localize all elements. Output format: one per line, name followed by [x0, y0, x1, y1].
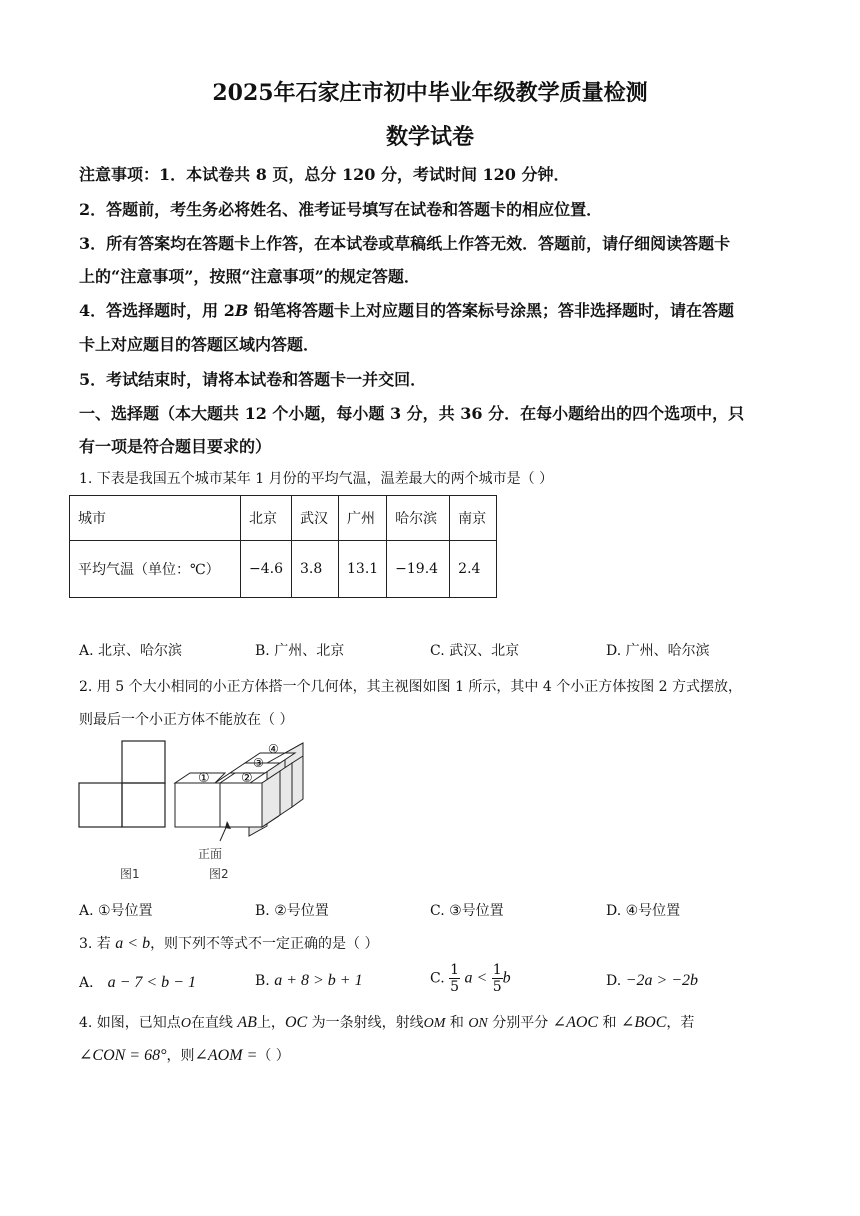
- note-5: 5．考试结束时，请将本试卷和答题卡一并交回．: [79, 370, 427, 389]
- table-cell: −4.6: [241, 541, 292, 598]
- q4-angle-con: ∠CON = 68°: [79, 1047, 167, 1064]
- q4-text: ，若: [666, 1015, 695, 1031]
- table-header-row: [70, 496, 497, 541]
- note-4-line1: [79, 298, 734, 321]
- q4-point-o: O: [180, 1016, 191, 1031]
- table-cell: −19.4: [387, 541, 450, 598]
- q3-option-a-label: A．: [79, 975, 104, 991]
- exam-subtitle: 数学试卷: [385, 124, 474, 150]
- q1-option-c: C. 武汉、北京: [430, 643, 520, 659]
- q4-ray-on: ON: [468, 1016, 488, 1031]
- note-3-line1: 3．所有答案均在答题卡上作答，在本试卷或草稿纸上作答无效．答题前，请仔细阅读答题卡: [79, 234, 731, 253]
- q4-stem-line1: [79, 1012, 694, 1032]
- q3-option-c-label: C.: [430, 970, 445, 987]
- table-cell: 广州: [339, 496, 387, 541]
- q3-option-b-label: B.: [255, 973, 270, 989]
- q1-option-b: B. 广州、北京: [255, 643, 345, 659]
- table-cell: 北京: [241, 496, 292, 541]
- cube-figures: [70, 735, 320, 885]
- note-4-pre: 4．答选择题时，用 2: [79, 301, 235, 320]
- q3-option-c-right: b: [502, 969, 511, 987]
- q3-option-a-expr: a − 7 < b − 1: [107, 974, 196, 991]
- q3-stem: [79, 933, 379, 953]
- table-cell: 南京: [450, 496, 497, 541]
- q2-option-b: B. ②号位置: [255, 903, 329, 919]
- fraction-numerator: 1: [450, 962, 460, 978]
- q3-option-a: [79, 972, 196, 992]
- q4-ray-oc: OC: [284, 1014, 308, 1031]
- fraction-one-fifth-2: [492, 962, 503, 995]
- note-4-pencil-grade: B: [234, 301, 249, 320]
- q2-stem-line2: 则最后一个小正方体不能放在（ ）: [79, 712, 294, 728]
- q4-ray-om: OM: [423, 1016, 446, 1031]
- figure-2-caption: 图2: [209, 867, 229, 881]
- exam-title: 2025年石家庄市初中毕业年级教学质量检测: [212, 80, 648, 106]
- q4-angle-boc: ∠BOC: [620, 1014, 667, 1031]
- label-2: ②: [241, 771, 253, 786]
- q4-text: 和: [602, 1015, 617, 1031]
- q4-text: 上，: [256, 1015, 285, 1031]
- note-3-line2: 上的“注意事项”，按照“注意事项”的规定答题．: [79, 267, 420, 286]
- label-4: ④: [268, 742, 279, 756]
- label-3: ③: [253, 756, 264, 770]
- section-heading-line2: 有一项是符合题目要求的）: [79, 437, 272, 456]
- q4-line-ab: AB: [237, 1014, 257, 1031]
- q4-text: 4. 如图，已知点: [79, 1015, 181, 1031]
- q3-condition: a < b: [115, 935, 151, 952]
- q2-option-a: A. ①号位置: [79, 903, 153, 919]
- q2-stem-line1: 2. 用 5 个大小相同的小正方体搭一个几何体，其主视图如图 1 所示，其中 4 个小正方体按图 2 方式摆放，: [79, 679, 743, 695]
- q3-option-b: [255, 972, 363, 990]
- q1-option-a: A. 北京、哈尔滨: [79, 643, 183, 659]
- fraction-one-fifth: [449, 962, 460, 995]
- fraction-denominator: 5: [492, 979, 502, 995]
- q4-stem-line2: [79, 1045, 290, 1065]
- section-heading-line1: 一、选择题（本大题共 12 个小题，每小题 3 分，共 36 分．在每小题给出的四个选项中，只: [79, 404, 745, 423]
- q2-option-c: C. ③号位置: [430, 903, 504, 919]
- label-1: ①: [198, 771, 210, 786]
- q3-option-c-left: a <: [464, 969, 488, 987]
- table-cell: 13.1: [339, 541, 387, 598]
- table-cell: 平均气温（单位：℃）: [70, 541, 241, 598]
- q4-angle-aoc: ∠AOC: [552, 1014, 599, 1031]
- temperature-table: [69, 495, 497, 598]
- q3-option-d-expr: −2a > −2b: [625, 972, 699, 989]
- figure-2-isometric: [175, 743, 303, 841]
- table-cell: 哈尔滨: [387, 496, 450, 541]
- fraction-numerator: 1: [492, 962, 502, 978]
- q4-angle-aom: ∠AOM =: [194, 1047, 258, 1064]
- fraction-denominator: 5: [450, 979, 460, 995]
- front-label: 正面: [198, 847, 223, 861]
- q4-text: （ ）: [257, 1048, 290, 1064]
- note-2: 2．答题前，考生务必将姓名、准考证号填写在试卷和答题卡的相应位置．: [79, 200, 603, 219]
- note-4-line2: 卡上对应题目的答题区域内答题．: [79, 335, 320, 354]
- q1-stem: 1. 下表是我国五个城市某年 1 月份的平均气温，温差最大的两个城市是（ ）: [79, 471, 554, 487]
- q4-text: ，则: [166, 1048, 195, 1064]
- q4-text: 在直线: [190, 1015, 233, 1031]
- table-cell: 武汉: [292, 496, 339, 541]
- figure-1-front-view: [79, 741, 165, 827]
- q3-option-d-label: D.: [606, 973, 622, 989]
- q3-option-d: [606, 972, 698, 990]
- q3-option-b-expr: a + 8 > b + 1: [274, 972, 363, 989]
- table-cell: 3.8: [292, 541, 339, 598]
- q3-option-c: [430, 962, 511, 995]
- figure-1-caption: 图1: [120, 867, 140, 881]
- table-row: [70, 541, 497, 598]
- q1-option-d: D. 广州、哈尔滨: [606, 643, 710, 659]
- table-cell: 城市: [70, 496, 241, 541]
- q3-stem-pre: 3. 若: [79, 936, 111, 952]
- note-1: 注意事项：1．本试卷共 8 页，总分 120 分，考试时间 120 分钟．: [79, 165, 570, 184]
- q4-text: 分别平分: [492, 1015, 549, 1031]
- q2-option-d: D. ④号位置: [606, 903, 681, 919]
- table-cell: 2.4: [450, 541, 497, 598]
- q3-stem-post: ，则下列不等式不一定正确的是（ ）: [150, 936, 379, 952]
- q4-text: 和: [449, 1015, 464, 1031]
- note-4-post: 铅笔将答题卡上对应题目的答案标号涂黑；答非选择题时，请在答题: [248, 301, 734, 320]
- q4-text: 为一条射线，射线: [311, 1015, 424, 1031]
